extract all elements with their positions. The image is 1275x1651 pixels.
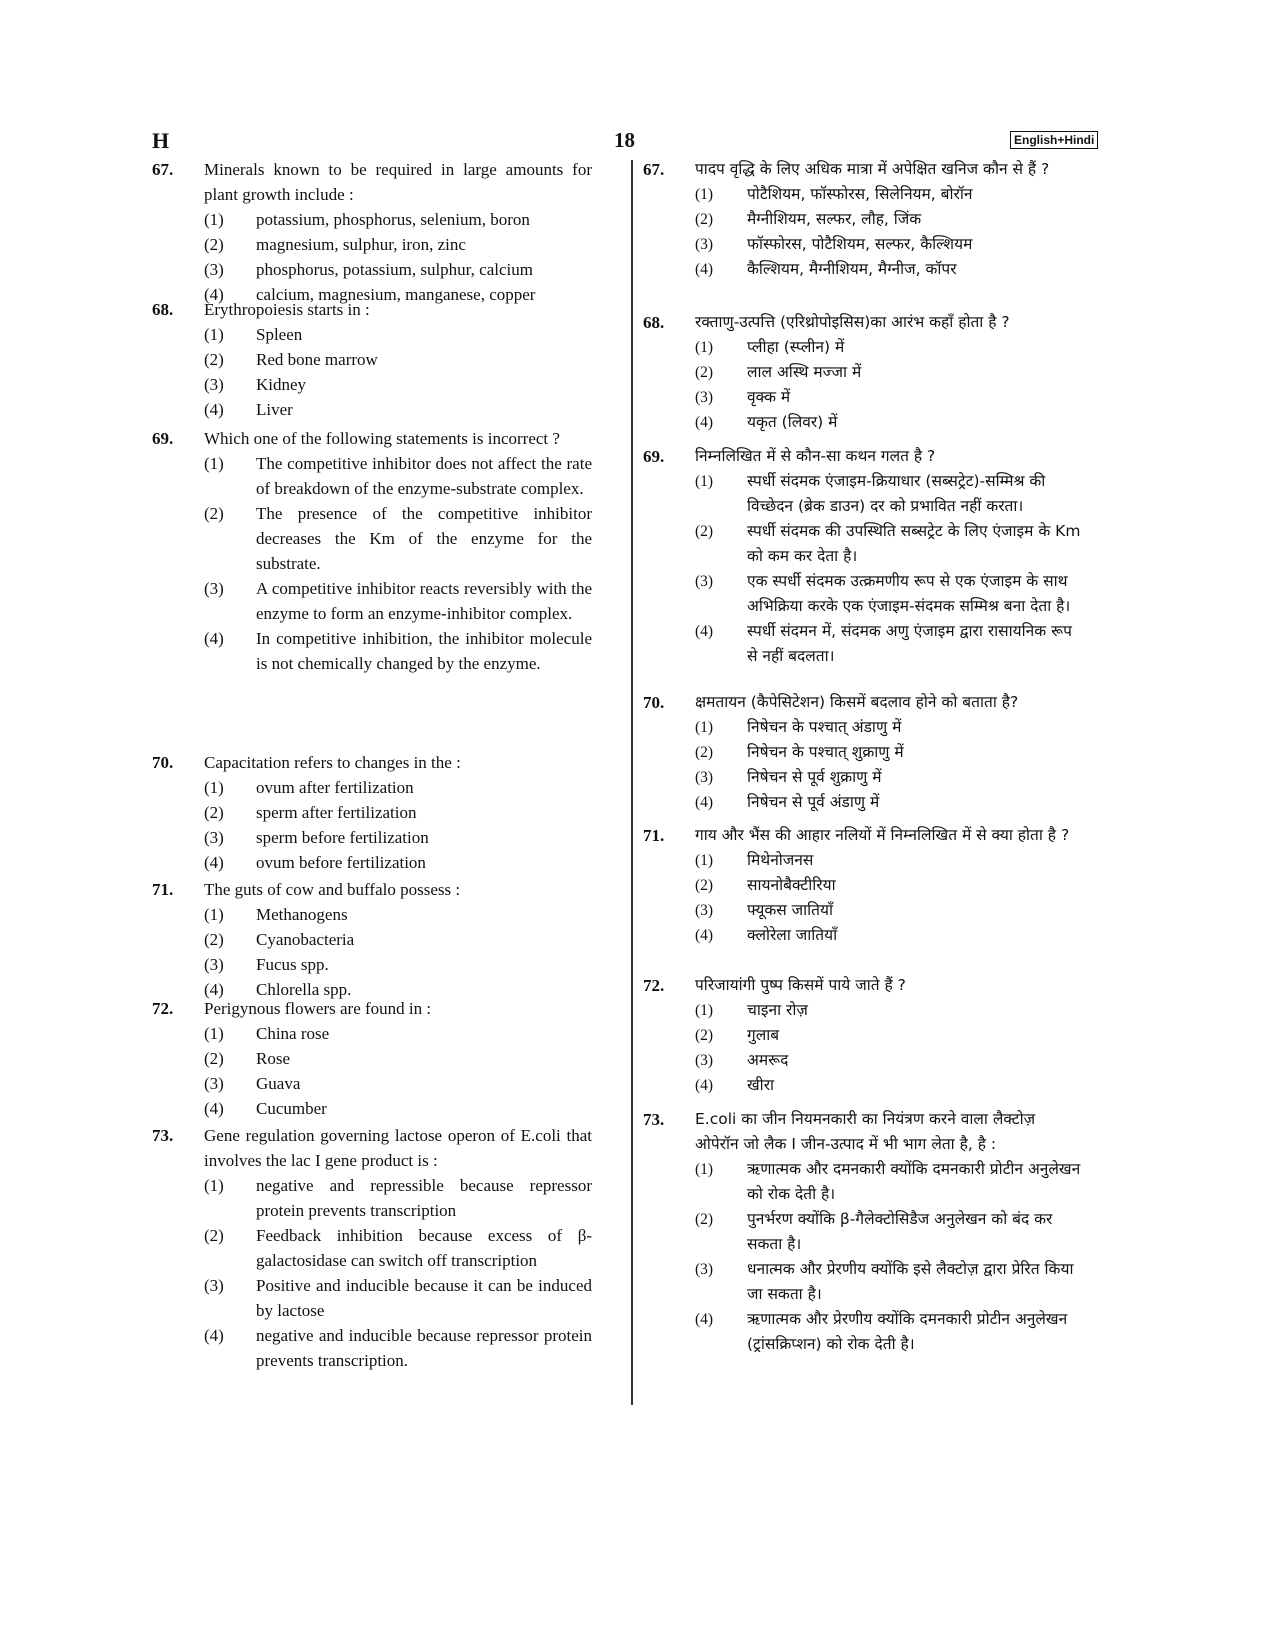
answer-option <box>695 619 1083 669</box>
question-stem: Capacitation refers to changes in the : <box>204 753 461 772</box>
option-text: ऋणात्मक और प्रेरणीय क्योंकि दमनकारी प्रोटीन अनुलेखन (ट्रांसक्रिप्शन) को रोक देती है। <box>747 1310 1068 1353</box>
question-number: 68. <box>152 300 174 319</box>
option-number: (4) <box>204 629 224 648</box>
option-text: phosphorus, potassium, sulphur, calcium <box>256 260 533 279</box>
answer-option <box>695 569 1083 619</box>
option-number: (2) <box>204 803 224 822</box>
option-text: एक स्पर्धी संदमक उत्क्रमणीय रूप से एक एंजाइम के साथ अभिक्रिया करके एक एंजाइम-संदमक सम्मिश्र बना देता है। <box>747 572 1071 615</box>
option-text: सायनोबैक्टीरिया <box>747 876 836 894</box>
question-stem: E.coli का जीन नियमनकारी का नियंत्रण करने वाला लैक्टोज़ ओपेरॉन जो लैक I जीन-उत्पाद में भी भाग लेता है, है : <box>695 1110 1036 1153</box>
option-number: (3) <box>204 955 224 974</box>
option-number: (4) <box>204 400 224 419</box>
question-70 <box>643 690 1083 815</box>
option-text: मिथेनोजनस <box>747 851 814 869</box>
option-text: Rose <box>256 1049 290 1068</box>
option-number: (1) <box>204 210 224 229</box>
option-number: (3) <box>695 1261 714 1278</box>
option-text: Positive and inducible because it can be induced by lactose <box>256 1276 592 1320</box>
option-number: (2) <box>204 930 224 949</box>
answer-option <box>695 519 1083 569</box>
option-number: (4) <box>695 261 714 278</box>
option-number: (1) <box>204 1024 224 1043</box>
option-number: (1) <box>695 186 714 203</box>
option-number: (1) <box>695 1161 714 1178</box>
answer-option <box>695 385 1083 410</box>
question-stem: निम्नलिखित में से कौन-सा कथन गलत है ? <box>695 447 936 465</box>
answer-option <box>695 873 1083 898</box>
option-number: (3) <box>695 573 714 590</box>
question-set-label: H <box>152 128 170 153</box>
option-number: (3) <box>204 579 224 598</box>
option-number: (4) <box>695 794 714 811</box>
answer-option <box>695 790 1083 815</box>
option-number: (2) <box>204 1049 224 1068</box>
option-text: पुनर्भरण क्योंकि β-गैलेक्टोसिडैज अनुलेखन को बंद कर सकता है। <box>747 1210 1053 1253</box>
answer-option <box>695 998 1083 1023</box>
question-67 <box>152 157 592 307</box>
answer-option <box>204 1273 592 1323</box>
question-71 <box>643 823 1083 948</box>
option-text: पोटैशियम, फॉस्फोरस, सिलेनियम, बोरॉन <box>747 185 973 203</box>
option-text: A competitive inhibitor reacts reversibly with the enzyme to form an enzyme-inhibitor complex. <box>256 579 592 623</box>
option-text: Feedback inhibition because excess of β-galactosidase can switch off transcription <box>256 1226 592 1270</box>
option-text: Cyanobacteria <box>256 930 355 949</box>
answer-option <box>695 715 1083 740</box>
option-text: negative and repressible because repressor protein prevents transcription <box>256 1176 592 1220</box>
option-text: Methanogens <box>256 905 348 924</box>
option-text: Kidney <box>256 375 307 394</box>
option-text: क्लोरेला जातियाँ <box>747 926 838 944</box>
option-text: magnesium, sulphur, iron, zinc <box>256 235 466 254</box>
answer-option <box>204 902 592 927</box>
answer-option <box>695 335 1083 360</box>
question-number: 71. <box>152 880 174 899</box>
option-number: (4) <box>695 1311 714 1328</box>
option-number: (4) <box>204 853 224 872</box>
option-number: (1) <box>204 778 224 797</box>
option-text: Fucus spp. <box>256 955 329 974</box>
answer-option <box>695 848 1083 873</box>
answer-option <box>695 740 1083 765</box>
option-number: (2) <box>695 523 714 540</box>
option-number: (3) <box>204 375 224 394</box>
option-text: ovum before fertilization <box>256 853 426 872</box>
option-text: In competitive inhibition, the inhibitor molecule is not chemically changed by the enzyme. <box>256 629 592 673</box>
option-number: (2) <box>204 504 224 523</box>
question-71 <box>152 877 592 1002</box>
option-text: कैल्शियम, मैग्नीशियम, मैग्नीज, कॉपर <box>747 260 957 278</box>
option-text: फ्यूकस जातियाँ <box>747 901 834 919</box>
option-number: (1) <box>695 473 714 490</box>
option-number: (3) <box>695 769 714 786</box>
option-number: (2) <box>695 744 714 761</box>
question-number: 68. <box>643 313 665 332</box>
option-number: (3) <box>695 236 714 253</box>
option-number: (3) <box>695 389 714 406</box>
option-text: स्पर्धी संदमक की उपस्थिति सब्सट्रेट के लिए एंजाइम के Km को कम कर देता है। <box>747 522 1081 565</box>
question-69 <box>152 426 592 676</box>
option-number: (1) <box>204 1176 224 1195</box>
answer-option <box>204 232 592 257</box>
answer-option <box>204 1046 592 1071</box>
answer-option <box>695 207 1083 232</box>
answer-option <box>204 1071 592 1096</box>
option-text: sperm before fertilization <box>256 828 429 847</box>
question-stem: Minerals known to be required in large amounts for plant growth include : <box>204 160 592 204</box>
option-number: (1) <box>695 719 714 736</box>
answer-option <box>204 1173 592 1223</box>
question-number: 70. <box>643 693 665 712</box>
option-number: (2) <box>695 364 714 381</box>
option-number: (3) <box>204 828 224 847</box>
option-text: प्लीहा (स्प्लीन) में <box>747 338 845 356</box>
option-number: (2) <box>695 877 714 894</box>
option-text: धनात्मक और प्रेरणीय क्योंकि इसे लैक्टोज़ द्वारा प्रेरित किया जा सकता है। <box>747 1260 1074 1303</box>
option-number: (1) <box>695 339 714 356</box>
option-text: चाइना रोज़ <box>747 1001 808 1019</box>
question-68 <box>152 297 592 422</box>
question-number: 69. <box>152 429 174 448</box>
option-number: (1) <box>695 852 714 869</box>
question-stem: रक्ताणु-उत्पत्ति (एरिथ्रोपोइसिस)का आरंभ कहाँ होता है ? <box>695 313 1010 331</box>
option-text: निषेचन से पूर्व अंडाणु में <box>747 793 880 811</box>
answer-option <box>695 469 1083 519</box>
question-70 <box>152 750 592 875</box>
option-text: Cucumber <box>256 1099 327 1118</box>
answer-option <box>204 1021 592 1046</box>
option-number: (1) <box>695 1002 714 1019</box>
question-stem: Which one of the following statements is incorrect ? <box>204 429 560 448</box>
answer-option <box>204 322 592 347</box>
answer-option <box>204 397 592 422</box>
option-number: (1) <box>204 454 224 473</box>
option-text: The competitive inhibitor does not affect the rate of breakdown of the enzyme-substrate complex. <box>256 454 592 498</box>
answer-option <box>204 775 592 800</box>
option-text: calcium, magnesium, manganese, copper <box>256 285 536 304</box>
option-text: स्पर्धी संदमक एंजाइम-क्रियाधार (सब्सट्रेट)-सम्मिश्र की विच्छेदन (ब्रेक डाउन) दर को प्रभावित नहीं करता। <box>747 472 1046 515</box>
answer-option <box>695 765 1083 790</box>
answer-option <box>695 257 1083 282</box>
question-stem: क्षमतायन (कैपेसिटेशन) किसमें बदलाव होने को बताता है? <box>695 693 1019 711</box>
option-number: (1) <box>204 325 224 344</box>
option-number: (3) <box>204 260 224 279</box>
option-text: The presence of the competitive inhibitor decreases the Km of the enzyme for the substrate. <box>256 504 592 573</box>
answer-option <box>204 451 592 501</box>
answer-option <box>204 927 592 952</box>
option-text: वृक्क में <box>747 388 791 406</box>
option-number: (3) <box>695 902 714 919</box>
answer-option <box>204 257 592 282</box>
answer-option <box>204 347 592 372</box>
option-text: Red bone marrow <box>256 350 378 369</box>
question-stem: Perigynous flowers are found in : <box>204 999 432 1018</box>
answer-option <box>695 1157 1083 1207</box>
option-text: potassium, phosphorus, selenium, boron <box>256 210 530 229</box>
question-72 <box>643 973 1083 1098</box>
option-number: (4) <box>204 1326 224 1345</box>
option-number: (4) <box>204 1099 224 1118</box>
answer-option <box>695 232 1083 257</box>
option-number: (4) <box>695 623 714 640</box>
question-number: 73. <box>152 1126 174 1145</box>
question-number: 72. <box>643 976 665 995</box>
question-73 <box>643 1107 1083 1357</box>
question-68 <box>643 310 1083 435</box>
answer-option <box>695 898 1083 923</box>
answer-option <box>695 1073 1083 1098</box>
answer-option <box>204 501 592 576</box>
option-text: गुलाब <box>747 1026 780 1044</box>
language-badge: English+Hindi <box>1010 131 1098 149</box>
option-number: (2) <box>204 1226 224 1245</box>
option-number: (3) <box>204 1276 224 1295</box>
option-text: Guava <box>256 1074 301 1093</box>
answer-option <box>204 576 592 626</box>
option-number: (4) <box>695 414 714 431</box>
question-number: 70. <box>152 753 174 772</box>
question-number: 67. <box>643 160 665 179</box>
question-73 <box>152 1123 592 1373</box>
question-stem: Gene regulation governing lactose operon of E.coli that involves the lac I gene product is : <box>204 1126 592 1170</box>
answer-option <box>695 1307 1083 1357</box>
answer-option <box>204 626 592 676</box>
option-number: (2) <box>204 235 224 254</box>
question-stem: Erythropoiesis starts in : <box>204 300 370 319</box>
option-text: Liver <box>256 400 293 419</box>
question-72 <box>152 996 592 1121</box>
option-text: निषेचन से पूर्व शुक्राणु में <box>747 768 882 786</box>
question-stem: पादप वृद्धि के लिए अधिक मात्रा में अपेक्षित खनिज कौन से हैं ? <box>695 160 1050 178</box>
option-number: (1) <box>204 905 224 924</box>
answer-option <box>204 372 592 397</box>
answer-option <box>695 1257 1083 1307</box>
option-number: (2) <box>695 1027 714 1044</box>
option-text: Spleen <box>256 325 303 344</box>
answer-option <box>695 1023 1083 1048</box>
option-number: (2) <box>204 350 224 369</box>
option-text: यकृत (लिवर) में <box>747 413 838 431</box>
answer-option <box>695 410 1083 435</box>
answer-option <box>695 360 1083 385</box>
option-number: (4) <box>695 927 714 944</box>
answer-option <box>695 1207 1083 1257</box>
option-number: (4) <box>204 980 224 999</box>
question-number: 71. <box>643 826 665 845</box>
answer-option <box>204 952 592 977</box>
question-69 <box>643 444 1083 669</box>
option-text: negative and inducible because repressor protein prevents transcription. <box>256 1326 592 1370</box>
answer-option <box>204 825 592 850</box>
question-number: 67. <box>152 160 174 179</box>
answer-option <box>204 1223 592 1273</box>
option-text: निषेचन के पश्चात् शुक्राणु में <box>747 743 904 761</box>
page-number: 18 <box>614 128 635 152</box>
option-text: China rose <box>256 1024 330 1043</box>
answer-option <box>204 850 592 875</box>
option-text: स्पर्धी संदमन में, संदमक अणु एंजाइम द्वारा रासायनिक रूप से नहीं बदलता। <box>747 622 1072 665</box>
option-number: (3) <box>695 1052 714 1069</box>
answer-option <box>695 182 1083 207</box>
question-number: 73. <box>643 1110 665 1129</box>
question-stem: गाय और भैंस की आहार नलियों में निम्नलिखित में से क्या होता है ? <box>695 826 1070 844</box>
question-stem: परिजायांगी पुष्प किसमें पाये जाते हैं ? <box>695 976 906 994</box>
option-text: Chlorella spp. <box>256 980 352 999</box>
answer-option <box>204 1323 592 1373</box>
option-text: लाल अस्थि मज्जा में <box>747 363 862 381</box>
answer-option <box>204 207 592 232</box>
answer-option <box>204 1096 592 1121</box>
option-text: sperm after fertilization <box>256 803 417 822</box>
option-text: मैग्नीशियम, सल्फर, लौह, जिंक <box>747 210 922 228</box>
option-text: खीरा <box>747 1076 775 1094</box>
question-67 <box>643 157 1083 282</box>
option-number: (4) <box>695 1077 714 1094</box>
question-number: 72. <box>152 999 174 1018</box>
answer-option <box>695 1048 1083 1073</box>
question-stem: The guts of cow and buffalo possess : <box>204 880 461 899</box>
option-text: फॉस्फोरस, पोटैशियम, सल्फर, कैल्शियम <box>747 235 973 253</box>
option-number: (3) <box>204 1074 224 1093</box>
question-number: 69. <box>643 447 665 466</box>
option-number: (4) <box>204 285 224 304</box>
option-text: ऋणात्मक और दमनकारी क्योंकि दमनकारी प्रोटीन अनुलेखन को रोक देती है। <box>747 1160 1081 1203</box>
column-divider <box>631 160 633 1405</box>
answer-option <box>204 800 592 825</box>
option-number: (2) <box>695 211 714 228</box>
option-number: (2) <box>695 1211 714 1228</box>
option-text: अमरूद <box>747 1051 789 1069</box>
option-text: निषेचन के पश्चात् अंडाणु में <box>747 718 902 736</box>
answer-option <box>695 923 1083 948</box>
option-text: ovum after fertilization <box>256 778 414 797</box>
